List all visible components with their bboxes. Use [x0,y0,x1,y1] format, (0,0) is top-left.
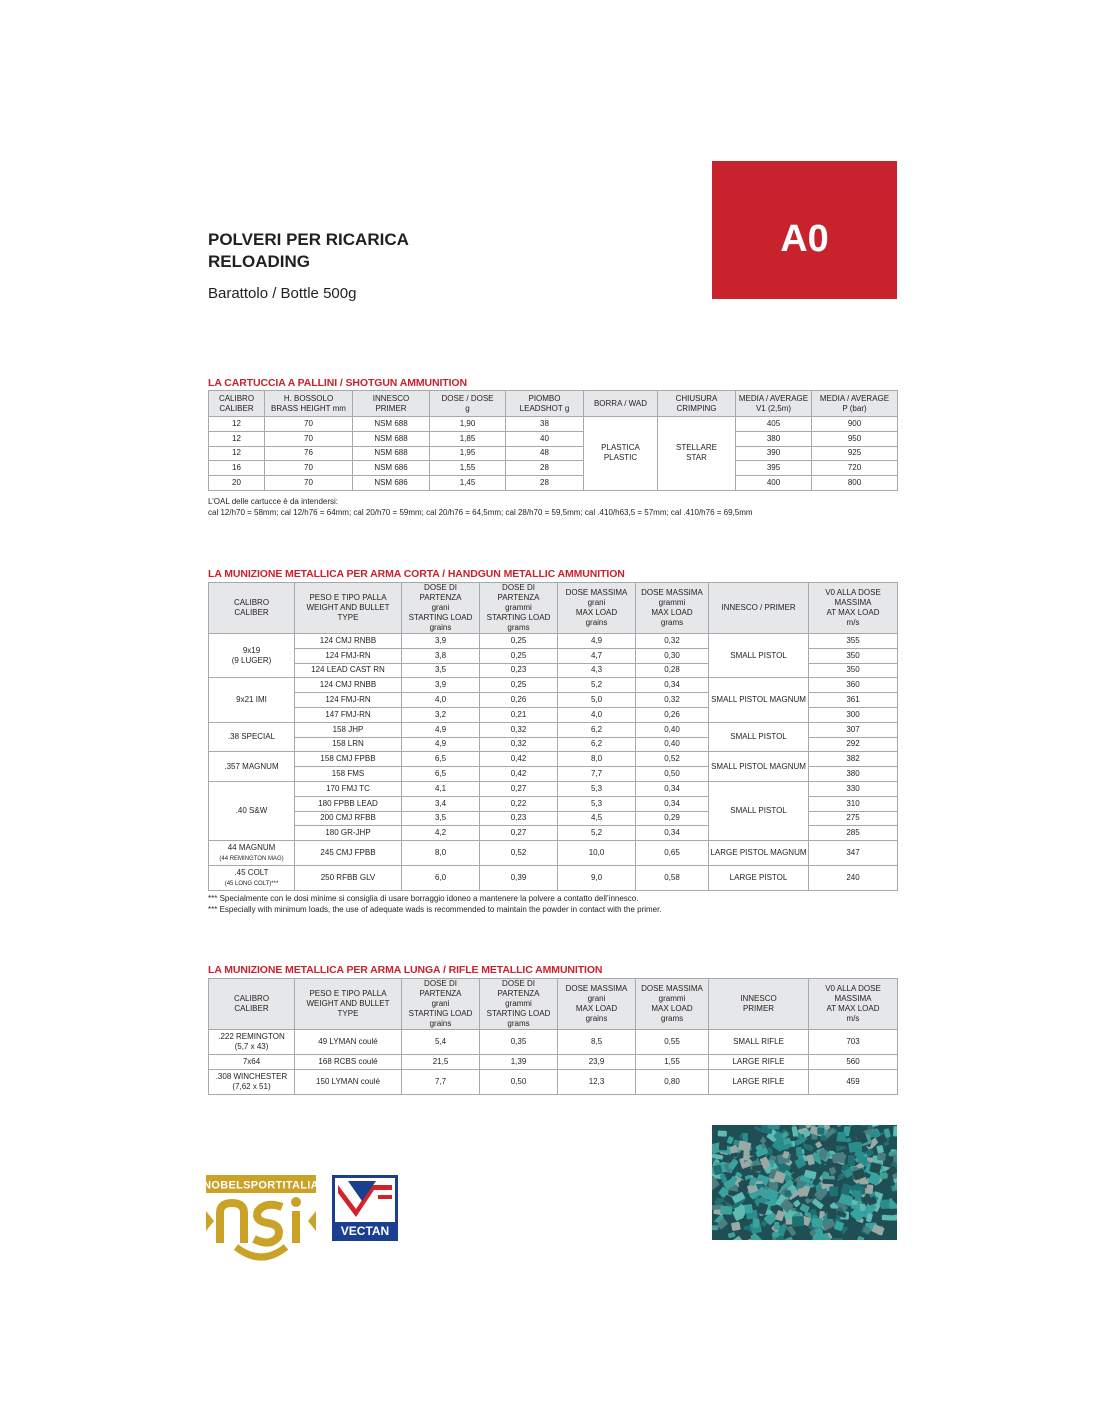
table-cell: 390 [736,446,812,461]
primer-cell: SMALL PISTOL MAGNUM [709,678,809,722]
caliber-cell: .45 COLT (45 LONG COLT)*** [209,866,295,891]
table-cell: 1,90 [430,417,506,432]
table-cell: 1,55 [430,461,506,476]
table-cell: 0,21 [480,707,558,722]
table-cell: 0,42 [480,767,558,782]
primer-cell: LARGE PISTOL [709,866,809,891]
table-cell: 310 [809,796,898,811]
table-cell: 0,35 [480,1030,558,1055]
handgun-section-title: LA MUNIZIONE METALLICA PER ARMA CORTA / HANDGUN METALLIC AMMUNITION [208,568,625,580]
column-header-3: DOSE DI PARTENZA grammi STARTING LOAD grams [480,583,558,634]
table-cell: 300 [809,707,898,722]
table-cell: 0,40 [636,737,709,752]
table-cell: 720 [812,461,898,476]
table-row [209,431,898,446]
shotgun-section-title: LA CARTUCCIA A PALLINI / SHOTGUN AMMUNITION [208,377,467,389]
table-cell: 124 CMJ RNBB [295,678,402,693]
table-cell: 28 [506,476,584,491]
column-header-2: DOSE DI PARTENZA grani STARTING LOAD grains [402,583,480,634]
table-row [209,476,898,491]
column-header-5: DOSE MASSIMA grammi MAX LOAD grams [636,979,709,1030]
table-cell: 3,8 [402,648,480,663]
table-row [209,417,898,432]
table-cell: NSM 686 [353,476,430,491]
table-cell: 12 [209,417,265,432]
table-cell: 9,0 [558,866,636,891]
column-header-4: DOSE MASSIMA grani MAX LOAD grains [558,979,636,1030]
table-cell: 147 FMJ-RN [295,707,402,722]
table-cell: 23,9 [558,1055,636,1070]
rifle-table [208,978,898,1095]
table-row [209,722,898,737]
caliber-cell: .357 MAGNUM [209,752,295,782]
table-cell: 5,3 [558,796,636,811]
handgun-note-line1: *** Specialmente con le dosi minime si consiglia di usare borraggio idoneo a mantenere la polvere a contatto dell’innesco. [208,894,639,903]
table-cell: 6,0 [402,866,480,891]
table-cell: 1,95 [430,446,506,461]
table-cell: 0,32 [636,693,709,708]
caliber-cell: .308 WINCHESTER (7,62 x 51) [209,1070,295,1095]
table-row [209,781,898,796]
column-header-4: PIOMBO LEADSHOT g [506,391,584,417]
table-cell: LARGE RIFLE [709,1070,809,1095]
table-cell: 395 [736,461,812,476]
table-row [209,1070,898,1095]
table-cell: 925 [812,446,898,461]
table-cell: 1,85 [430,431,506,446]
table-cell: 0,23 [480,811,558,826]
crimping-cell: STELLARE STAR [658,417,736,491]
table-cell: 12 [209,431,265,446]
shotgun-note-line1: L’OAL delle cartucce è da intendersi: [208,497,339,506]
table-cell: 4,9 [558,634,636,649]
table-cell: 350 [809,663,898,678]
table-cell: 0,29 [636,811,709,826]
vectan-logo [332,1175,398,1241]
page-title-line2: RELOADING [208,252,310,271]
table-cell: 245 CMJ FPBB [295,841,402,866]
caliber-cell: 9x21 IMI [209,678,295,722]
table-cell: 360 [809,678,898,693]
table-cell: 275 [809,811,898,826]
table-cell: 158 LRN [295,737,402,752]
table-row [209,678,898,693]
table-cell: 3,9 [402,634,480,649]
table-cell: 40 [506,431,584,446]
handgun-table [208,582,898,891]
caliber-cell: 7x64 [209,1055,295,1070]
wad-cell: PLASTICA PLASTIC [584,417,658,491]
table-cell: 0,52 [480,841,558,866]
table-cell: 4,2 [402,826,480,841]
table-cell: 0,25 [480,678,558,693]
table-cell: NSM 686 [353,461,430,476]
table-row [209,866,898,891]
product-code: A0 [780,218,829,260]
table-cell: 4,3 [558,663,636,678]
table-cell: 5,4 [402,1030,480,1055]
column-header-8: MEDIA / AVERAGE P (bar) [812,391,898,417]
table-cell: 150 LYMAN coulé [295,1070,402,1095]
table-cell: 382 [809,752,898,767]
table-cell: 180 GR-JHP [295,826,402,841]
table-cell: 0,50 [636,767,709,782]
primer-cell: SMALL PISTOL MAGNUM [709,752,809,782]
table-cell: 4,1 [402,781,480,796]
table-cell: 6,5 [402,752,480,767]
table-cell: 0,40 [636,722,709,737]
table-cell: 0,39 [480,866,558,891]
primer-cell: SMALL PISTOL [709,634,809,678]
table-cell: 0,34 [636,796,709,811]
table-cell: 0,23 [480,663,558,678]
table-cell: 240 [809,866,898,891]
column-header-6: INNESCO PRIMER [709,979,809,1030]
primer-cell: SMALL PISTOL [709,781,809,840]
table-cell: 21,5 [402,1055,480,1070]
table-cell: 7,7 [558,767,636,782]
table-cell: 3,2 [402,707,480,722]
table-cell: 250 RFBB GLV [295,866,402,891]
column-header-6: INNESCO / PRIMER [709,583,809,634]
powder-granules-photo [712,1125,897,1240]
table-cell: 70 [265,461,353,476]
table-cell: 4,9 [402,737,480,752]
table-cell: 158 FMS [295,767,402,782]
table-cell: 0,58 [636,866,709,891]
table-cell: 70 [265,476,353,491]
table-cell: 900 [812,417,898,432]
caliber-cell: .40 S&W [209,781,295,840]
table-row [209,841,898,866]
table-cell: 0,28 [636,663,709,678]
table-cell: 10,0 [558,841,636,866]
table-cell: 124 FMJ-RN [295,693,402,708]
table-cell: 0,32 [480,737,558,752]
table-cell: 3,9 [402,678,480,693]
table-row [209,1030,898,1055]
nobelsport-logo [206,1175,316,1263]
table-cell: 380 [736,431,812,446]
table-cell: 361 [809,693,898,708]
table-cell: 8,0 [402,841,480,866]
table-cell: 180 FPBB LEAD [295,796,402,811]
table-cell: 1,55 [636,1055,709,1070]
column-header-3: DOSE / DOSE g [430,391,506,417]
table-cell: NSM 688 [353,431,430,446]
table-cell: 0,55 [636,1030,709,1055]
column-header-0: CALIBRO CALIBER [209,391,265,417]
column-header-0: CALIBRO CALIBER [209,583,295,634]
table-cell: 4,5 [558,811,636,826]
table-cell: 4,7 [558,648,636,663]
column-header-1: H. BOSSOLO BRASS HEIGHT mm [265,391,353,417]
column-header-2: DOSE DI PARTENZA grani STARTING LOAD grains [402,979,480,1030]
table-cell: 0,32 [636,634,709,649]
page-subtitle: Barattolo / Bottle 500g [208,285,357,302]
shotgun-table [208,390,898,491]
primer-cell: SMALL PISTOL [709,722,809,752]
product-code-box [712,161,897,299]
table-cell: 307 [809,722,898,737]
table-cell: 1,45 [430,476,506,491]
table-cell: 70 [265,417,353,432]
table-cell: 0,34 [636,826,709,841]
table-cell: 158 CMJ FPBB [295,752,402,767]
table-row [209,1055,898,1070]
table-cell: 12 [209,446,265,461]
table-cell: 800 [812,476,898,491]
table-cell: 0,50 [480,1070,558,1095]
rifle-section-title: LA MUNIZIONE METALLICA PER ARMA LUNGA / RIFLE METALLIC AMMUNITION [208,964,603,976]
table-cell: 0,52 [636,752,709,767]
shotgun-note-line2: cal 12/h70 = 58mm; cal 12/h76 = 64mm; cal 20/h70 = 59mm; cal 20/h76 = 64,5mm; cal 28/h70 = 59,5mm; cal .410/h63,5 = 57mm; cal .410/h76 = 69,5mm [208,508,753,517]
vectan-logo-text: VECTAN [340,1224,390,1238]
table-cell: 48 [506,446,584,461]
column-header-1: PESO E TIPO PALLA WEIGHT AND BULLET TYPE [295,979,402,1030]
table-row [209,446,898,461]
table-cell: 168 RCBS coulé [295,1055,402,1070]
table-cell: 16 [209,461,265,476]
table-cell: 0,34 [636,678,709,693]
table-cell: 350 [809,648,898,663]
column-header-5: BORRA / WAD [584,391,658,417]
table-cell: 6,2 [558,722,636,737]
table-cell: 6,2 [558,737,636,752]
table-row [209,752,898,767]
table-cell: 49 LYMAN coulé [295,1030,402,1055]
table-cell: 28 [506,461,584,476]
column-header-7: MEDIA / AVERAGE V1 (2,5m) [736,391,812,417]
table-cell: 124 FMJ-RN [295,648,402,663]
table-cell: SMALL RIFLE [709,1030,809,1055]
table-cell: 5,2 [558,678,636,693]
table-cell: 70 [265,431,353,446]
table-cell: 7,7 [402,1070,480,1095]
table-cell: 380 [809,767,898,782]
table-cell: 0,26 [636,707,709,722]
table-cell: 0,32 [480,722,558,737]
table-cell: 170 FMJ TC [295,781,402,796]
primer-cell: LARGE PISTOL MAGNUM [709,841,809,866]
table-cell: 405 [736,417,812,432]
table-cell: 355 [809,634,898,649]
table-cell: 0,25 [480,648,558,663]
table-cell: NSM 688 [353,417,430,432]
table-cell: 560 [809,1055,898,1070]
table-cell: 703 [809,1030,898,1055]
table-cell: 0,65 [636,841,709,866]
handgun-note-line2: *** Especially with minimum loads, the use of adequate wads is recommended to maintain the powder in contact with the primer. [208,905,662,914]
table-cell: 4,0 [558,707,636,722]
table-cell: 76 [265,446,353,461]
table-cell: 4,9 [402,722,480,737]
table-cell: LARGE RIFLE [709,1055,809,1070]
table-cell: 124 LEAD CAST RN [295,663,402,678]
table-cell: 0,42 [480,752,558,767]
table-cell: 20 [209,476,265,491]
table-cell: 0,27 [480,826,558,841]
table-cell: 124 CMJ RNBB [295,634,402,649]
table-cell: 0,25 [480,634,558,649]
table-cell: 38 [506,417,584,432]
page-title-line1: POLVERI PER RICARICA [208,230,409,249]
table-cell: 8,5 [558,1030,636,1055]
table-cell: 0,34 [636,781,709,796]
table-cell: 0,30 [636,648,709,663]
table-cell: 0,80 [636,1070,709,1095]
table-cell: 158 JHP [295,722,402,737]
table-cell: 292 [809,737,898,752]
table-cell: NSM 688 [353,446,430,461]
table-cell: 1,39 [480,1055,558,1070]
column-header-3: DOSE DI PARTENZA grammi STARTING LOAD grams [480,979,558,1030]
column-header-1: PESO E TIPO PALLA WEIGHT AND BULLET TYPE [295,583,402,634]
table-cell: 5,3 [558,781,636,796]
caliber-cell: .38 SPECIAL [209,722,295,752]
column-header-6: CHIUSURA CRIMPING [658,391,736,417]
table-cell: 3,5 [402,811,480,826]
column-header-0: CALIBRO CALIBER [209,979,295,1030]
column-header-7: V0 ALLA DOSE MASSIMA AT MAX LOAD m/s [809,583,898,634]
table-cell: 3,5 [402,663,480,678]
table-cell: 459 [809,1070,898,1095]
table-cell: 3,4 [402,796,480,811]
table-cell: 400 [736,476,812,491]
table-cell: 0,26 [480,693,558,708]
table-cell: 200 CMJ RFBB [295,811,402,826]
column-header-7: V0 ALLA DOSE MASSIMA AT MAX LOAD m/s [809,979,898,1030]
table-row [209,461,898,476]
table-cell: 12,3 [558,1070,636,1095]
table-cell: 0,27 [480,781,558,796]
column-header-4: DOSE MASSIMA grani MAX LOAD grains [558,583,636,634]
column-header-5: DOSE MASSIMA grammi MAX LOAD grams [636,583,709,634]
table-cell: 5,0 [558,693,636,708]
caliber-cell: 44 MAGNUM (44 REMINGTON MAG) [209,841,295,866]
caliber-cell: .222 REMINGTON (5,7 x 43) [209,1030,295,1055]
table-cell: 6,5 [402,767,480,782]
table-cell: 285 [809,826,898,841]
table-cell: 950 [812,431,898,446]
svg-text:NOBELSPORTITALIA: NOBELSPORTITALIA [206,1179,316,1192]
table-cell: 4,0 [402,693,480,708]
table-cell: 5,2 [558,826,636,841]
table-cell: 347 [809,841,898,866]
table-cell: 8,0 [558,752,636,767]
table-cell: 0,22 [480,796,558,811]
table-row [209,634,898,649]
table-cell: 330 [809,781,898,796]
column-header-2: INNESCO PRIMER [353,391,430,417]
caliber-cell: 9x19 (9 LUGER) [209,634,295,678]
